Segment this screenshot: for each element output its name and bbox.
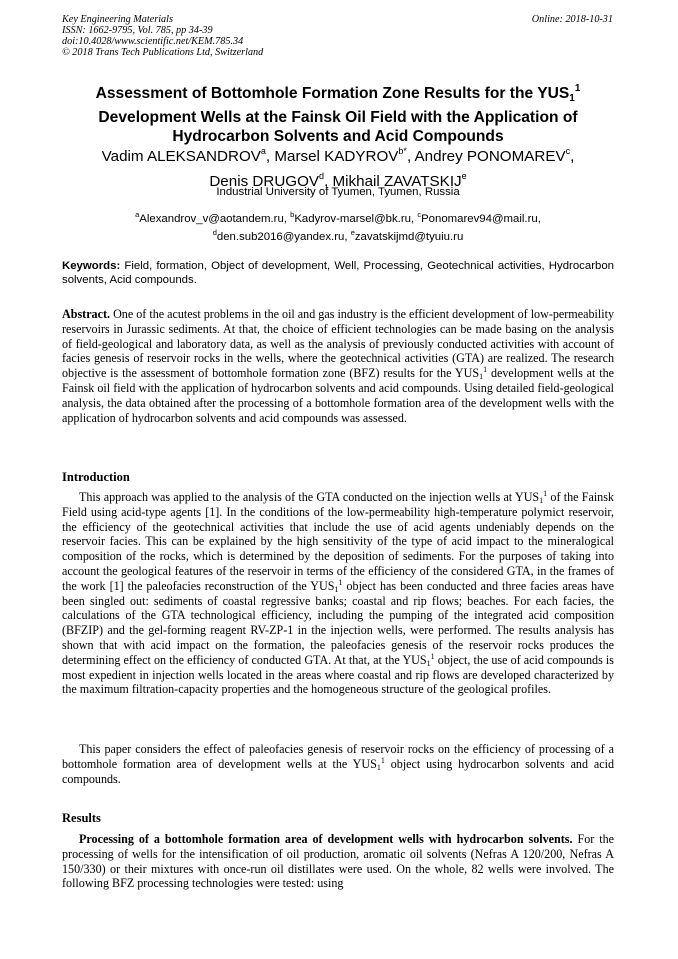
- introduction-paragraph-2: This paper considers the effect of paleofacies genesis of reservoir rocks on the efficiency of processing of a bottomhole formation area of development wells at the $YUS_1^1$ object using hydrocarbon solvents and acid compounds.: [62, 742, 614, 786]
- journal-header: [62, 15, 263, 59]
- title-line-2: Development Wells at the Fainsk Oil Field with the Application of: [98, 109, 578, 126]
- email-link[interactable]: zavatskijmd@tyuiu.ru: [354, 231, 464, 243]
- issn-line: ISSN: 1662-9795, Vol. 785, pp 34-39: [62, 24, 213, 36]
- title-line-1: Assessment of Bottomhole Formation Zone Results for the $YUS_1^1$: [95, 83, 581, 104]
- email-link[interactable]: den.sub2016@yandex.ru: [216, 231, 345, 243]
- keywords-label: Keywords:: [62, 260, 121, 272]
- results-paragraph-1: Processing of a bottomhole formation area of development wells with hydrocarbon solvents. For the processing of wells for the intensification of oil production, aromatic oil solvents (Nefras A 120/200, Nefras A 150/330) or their mixtures with once-run oil distillates were used. On the whole, 82 wells were involved. The following BFZ processing technologies were tested: using: [62, 832, 614, 891]
- introduction-paragraph-1: This approach was applied to the analysis of the GTA conducted on the injection wells at $YUS_1^1$ of the Fainsk Field using acid-type agents [1]. In the conditions of the low-permeability high-temperature polymict reservoir, the efficiency of the geotechnical activities that include the use of acid agents undeniably depends on the reservoir facies. This can be explained by the high sensitivity of the type of acid impact to the mineralogical composition of the rocks, which is determined by the deposition of sediments. For the purposes of taking into account the geological features of the reservoir in terms of the efficiency of the considered GTA, in the frames of the work [1] the paleofacies reconstruction of the $YUS_1^1$ object has been conducted and three facies areas have been singled out: sediments of coastal regressive banks; coastal and rip flows; beaches. For each facies, the calculations of the GTA technological efficiency, including the pumping of the integrated acid composition (BFZIP) and the gel-forming reagent RV-ZP-1 in the injection wells, were performed. The results analysis has shown that with acid impact on the formation, the paleofacies genesis of the reservoir rocks produces the determining effect on the efficiency of conducted GTA. At that, at the $YUS_1^1$ object, the use of acid compounds is most expedient in injection wells located in the areas where coastal and rip flows are developed characterized by the maximum filtration-capacity properties and the homogeneous structure of the geological profiles.: [62, 489, 614, 697]
- keywords-text: Field, formation, Object of development, Well, Processing, Geotechnical activities, Hydrocarbon solvents, Acid compounds.: [62, 260, 614, 287]
- author-line-2: Denis DRUGOV$^d$, Mikhail ZAVATSKIJ$^e$: [209, 170, 467, 190]
- author-list: [62, 142, 614, 191]
- section-heading-results: Results: [62, 811, 101, 825]
- author-name: Marsel KADYROV: [274, 148, 399, 165]
- author-line-1: Vadim ALEKSANDROV$^a$, Marsel $KADYROV^{b*}$, Andrey PONOMAREV$^c$,: [101, 146, 575, 165]
- paper-title: [62, 79, 614, 146]
- abstract-label: Abstract.: [62, 307, 111, 321]
- author-name: Andrey PONOMAREV: [414, 148, 566, 165]
- email-link[interactable]: Ponomarev94@mail.ru: [421, 213, 538, 225]
- email-link[interactable]: Alexandrov_v@aotandem.ru: [139, 213, 284, 225]
- email-list: [62, 208, 614, 244]
- section-heading-introduction: Introduction: [62, 470, 130, 484]
- keywords: [62, 259, 614, 287]
- affiliation: Industrial University of Tyumen, Tyumen, Russia: [216, 186, 460, 198]
- email-line-2: $^d$den.sub2016@yandex.ru, $^e$zavatskijmd@tyuiu.ru: [212, 228, 464, 243]
- title-line-3: Hydrocarbon Solvents and Acid Compounds: [172, 128, 504, 145]
- author-name: Vadim ALEKSANDROV: [101, 148, 261, 165]
- journal-name: Key Engineering Materials: [62, 14, 173, 25]
- online-date: Online: 2018-10-31: [531, 14, 613, 25]
- author-name: Denis DRUGOV: [209, 172, 320, 190]
- doi-line: doi:10.4028/www.scientific.net/KEM.785.34: [62, 35, 244, 47]
- results-lead: Processing of a bottomhole formation area of development wells with hydrocarbon solvents.: [79, 832, 573, 846]
- author-name: Mikhail ZAVATSKIJ: [332, 172, 462, 190]
- email-link[interactable]: Kadyrov-marsel@bk.ru: [294, 213, 411, 225]
- email-line-1: $^a$Alexandrov_v@aotandem.ru, $^b$Kadyrov-marsel@bk.ru, $^c$Ponomarev94@mail.ru,: [135, 210, 541, 225]
- copyright-line: © 2018 Trans Tech Publications Ltd, Switzerland: [62, 46, 264, 58]
- abstract: Abstract. One of the acutest problems in the oil and gas industry is the efficient development of low-permeability reservoirs in Jurassic sediments. At that, the choice of efficient technologies can be made basing on the analysis of field-geological and laboratory data, as well as the analysis of previously conducted activities with account of facies genesis of reservoir rocks in the wells, where the geotechnical activities (GTA) are realized. The research objective is the assessment of bottomhole formation zone (BFZ) results for the $YUS_1^1$ development wells at the Fainsk oil field with the application of hydrocarbon solvents and acid compounds. Using detailed field-geological analysis, the data obtained after the processing of a bottomhole formation area of the development wells with the application of hydrocarbon solvents and acid compounds was assessed.: [62, 307, 614, 425]
